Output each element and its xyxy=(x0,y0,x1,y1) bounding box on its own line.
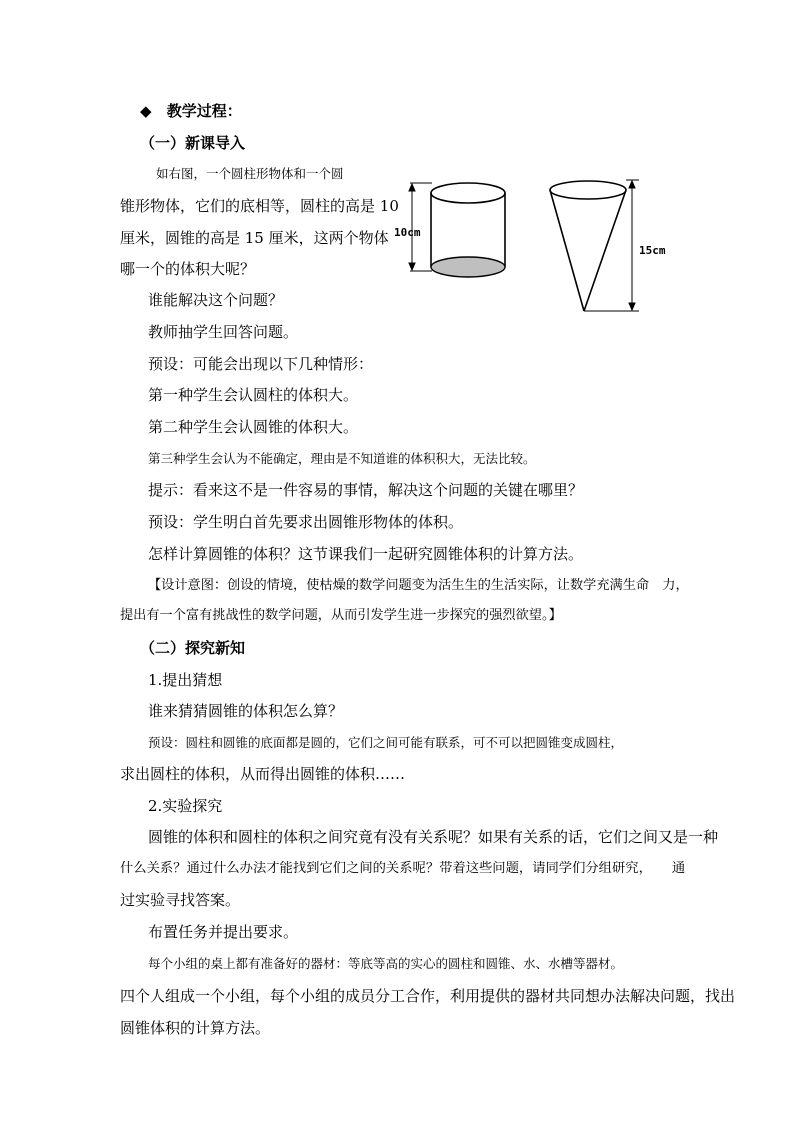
cylinder-base-ellipse xyxy=(431,257,505,277)
group-line-2: 圆锥体积的计算方法。 xyxy=(120,1019,271,1037)
paragraph-7: 提示：看来这不是一件容易的事情，解决这个问题的关键在哪里？ xyxy=(148,481,584,499)
cone-height-label: 15cm xyxy=(639,244,666,257)
cylinder-height-label: 10cm xyxy=(394,226,421,239)
materials-line: 每个小组的桌上都有准备好的器材：等底等高的实心的圆柱和圆锥、水、水槽等器材。 xyxy=(148,956,624,971)
intro-line-2: 锥形物体，它们的底相等，圆柱的高是 10 xyxy=(120,197,399,215)
experiment-line-2: 什么关系？通过什么办法才能找到它们之间的关系呢？带着这些问题，请同学们分组研究， 通 xyxy=(120,861,686,876)
paragraph-1: 谁能解决这个问题？ xyxy=(148,291,284,309)
experiment-line-3: 过实验寻找答案。 xyxy=(120,891,241,909)
preset-line-1: 预设：圆柱和圆锥的底面都是圆的，它们之间可能有联系，可不可以把圆锥变成圆柱， xyxy=(148,735,624,750)
paragraph-4: 第一种学生会认圆柱的体积大。 xyxy=(148,386,359,404)
preset-line-2: 求出圆柱的体积，从而得出圆锥的体积…… xyxy=(120,765,406,783)
task-line: 布置任务并提出要求。 xyxy=(148,923,299,941)
section-2-title: （二）探究新知 xyxy=(140,639,246,657)
intro-line-4: 哪一个的体积大呢？ xyxy=(120,260,256,278)
paragraph-8: 预设：学生明白首先要求出圆锥形物体的体积。 xyxy=(148,513,464,531)
paragraph-6: 第三种学生会认为不能确定，理由是不知道谁的体积积大，无法比较。 xyxy=(148,451,536,466)
section-heading xyxy=(140,101,242,121)
diamond-bullet-icon: ◆ xyxy=(140,102,152,120)
design-intent-line-1: 【设计意图：创设的情境，使枯燥的数学问题变为活生生的生活实际，让数学充满生命 力， xyxy=(148,578,689,593)
heading-title: 教学过程： xyxy=(166,102,242,120)
section-1-title: （一）新课导入 xyxy=(140,134,246,152)
experiment-line-1: 圆锥的体积和圆柱的体积之间究竟有没有关系呢？如果有关系的话，它们之间又是一种 xyxy=(148,828,719,846)
item-2-title: 2.实验探究 xyxy=(148,797,223,815)
cylinder-shape xyxy=(431,183,505,267)
paragraph-9: 怎样计算圆锥的体积？这节课我们一起研究圆锥体积的计算方法。 xyxy=(148,545,584,563)
item-1-title: 1.提出猜想 xyxy=(148,671,223,689)
group-line-1: 四个人组成一个小组，每个小组的成员分工合作，利用提供的器材共同想办法解决问题，找出 xyxy=(120,987,736,1005)
design-intent-line-2: 提出有一个富有挑战性的数学问题，从而引发学生进一步探究的强烈欲望。】 xyxy=(120,608,562,623)
intro-line-3: 厘米，圆锥的高是 15 厘米，这两个物体 xyxy=(120,229,389,247)
paragraph-3: 预设：可能会出现以下几种情形： xyxy=(148,355,374,373)
paragraph-2: 教师抽学生回答问题。 xyxy=(148,323,299,341)
cone-shape xyxy=(550,181,626,311)
intro-line-1: 如右图，一个圆柱形物体和一个圆 xyxy=(156,166,344,181)
cylinder-cone-figure xyxy=(385,175,675,320)
paragraph-5: 第二种学生会认圆锥的体积大。 xyxy=(148,418,359,436)
guess-question: 谁来猜猜圆锥的体积怎么算？ xyxy=(148,702,344,720)
